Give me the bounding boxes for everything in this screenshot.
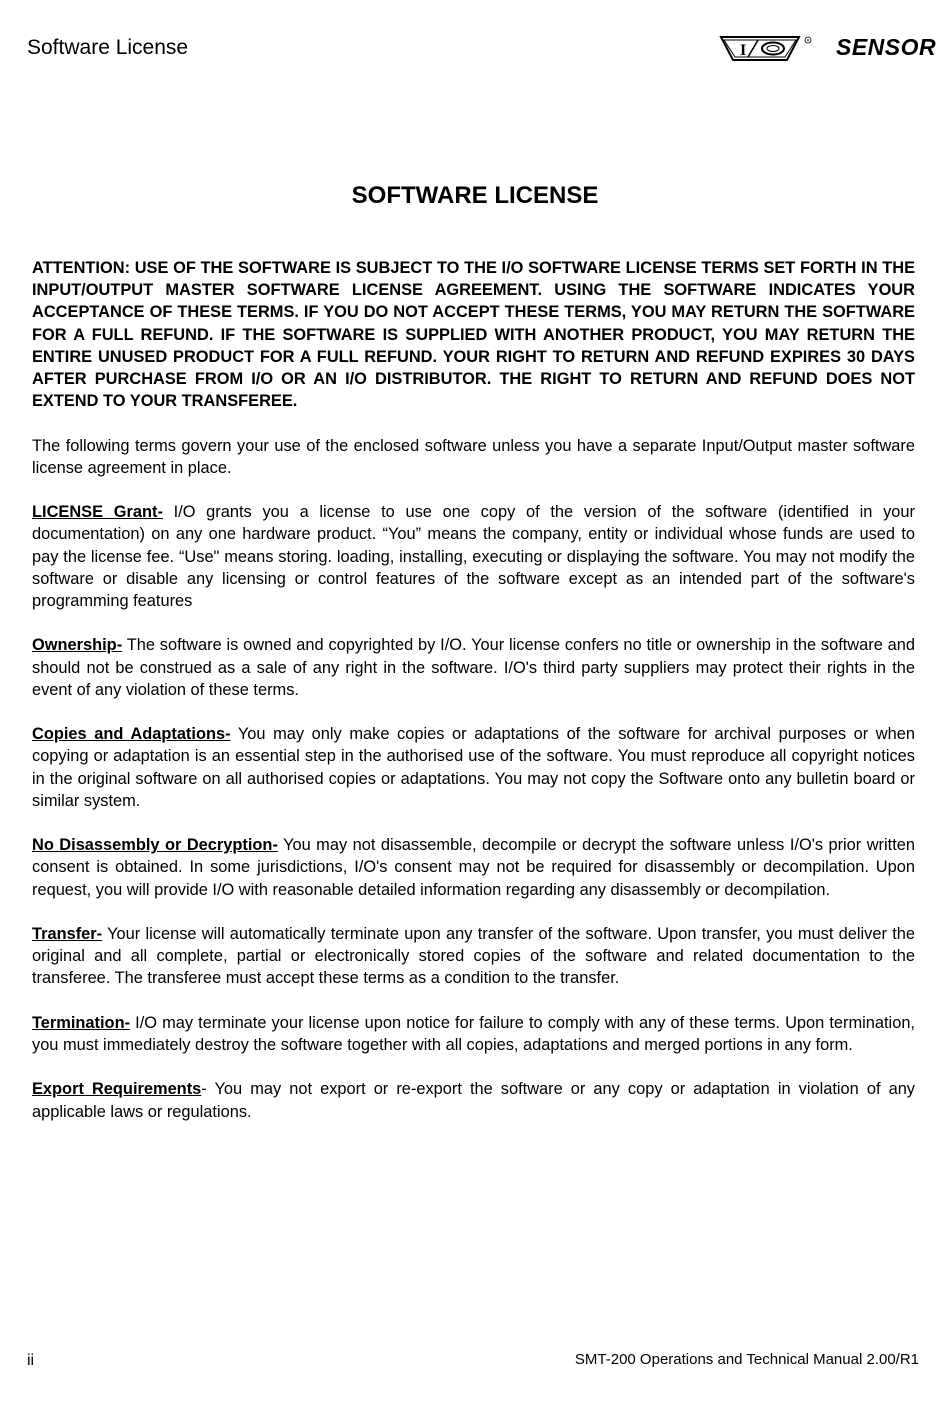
attention-paragraph: ATTENTION: USE OF THE SOFTWARE IS SUBJECT TO THE I/O SOFTWARE LICENSE TERMS SET FORTH IN THE INPUT/OUTPUT MASTER SOFTWARE LICENSE AGREEMENT. USING THE SOFTWARE INDICATES YOUR ACCEPTANCE OF THESE TERMS. IF YOU DO NOT ACCEPT THESE TERMS, YOU MAY RETURN THE SOFTWARE FOR A FULL REFUND. IF THE SOFTWARE IS SUPPLIED WITH ANOTHER PRODUCT, YOU MAY RETURN THE ENTIRE UNUSED PRODUCT FOR A FULL REFUND. YOUR RIGHT TO RETURN AND REFUND EXPIRES 30 DAYS AFTER PURCHASE FROM I/O OR AN I/O DISTRIBUTOR. THE RIGHT TO RETURN AND REFUND DOES NOT EXTEND TO YOUR TRANSFEREE. (32, 259, 915, 411)
section-term: Export Requirements (32, 1080, 202, 1099)
logo-text: SENSOR (836, 34, 937, 60)
section-copies-adaptations (32, 723, 915, 812)
section-text: I/O grants you a license to use one copy of the version of the software (identified in your documentation) on any one hardware product. “You” means the company, entity or individual whose funds are used to pay the license fee. “Use" means storing. loading, installing, executing or displaying the software. You may not modify the software or disable any licensing or control features of the software except as an intended part of the software's programming features (32, 503, 915, 611)
section-export-requirements (32, 1078, 915, 1122)
section-term: Ownership- (32, 636, 123, 655)
document-title: SOFTWARE LICENSE (351, 182, 599, 209)
svg-text:I: I (740, 42, 747, 59)
section-text: You may only make copies or adaptations of the software for archival purposes or when copying or adaptation is an essential step in the authorised use of the software. You must reproduce all copyright notices in the original software on all authorised copies or adaptations. You may not copy the Software onto any bulletin board or similar system. (32, 725, 915, 810)
section-text: - You may not export or re-export the software or any copy or adaptation in violation of any applicable laws or regulations. (32, 1080, 916, 1121)
section-no-disassembly (32, 834, 915, 901)
section-license-grant (32, 501, 915, 612)
company-logo (718, 33, 948, 65)
io-logo-icon (718, 33, 818, 65)
svg-text:R: R (806, 37, 810, 43)
section-text: The software is owned and copyrighted by I/O. Your license confers no title or ownership in the software and should not be construed as a sale of any right in the software. I/O's third party suppliers may protect their rights in the event of any violation of these terms. (32, 636, 915, 699)
section-text: Your license will automatically terminate upon any transfer of the software. Upon transfer, you must deliver the original and all complete, partial or electronically stored copies of the software and related documentation to the transferee. The transferee must accept these terms as a condition to the transfer. (32, 925, 915, 988)
section-text: You may not disassemble, decompile or decrypt the software unless I/O's prior written consent is obtained. In some jurisdictions, I/O's consent may not be required for disassembly or decompilation. Upon request, you will provide I/O with reasonable detailed information regarding any disassembly or decompilation. (32, 836, 915, 899)
header-title: Software License (27, 36, 189, 59)
section-transfer (32, 923, 915, 990)
document-body (32, 257, 915, 1145)
section-term: Termination- (32, 1013, 131, 1032)
section-term: Copies and Adaptations- (32, 725, 231, 744)
section-term: Transfer- (32, 925, 103, 943)
page-number: ii (27, 1352, 35, 1369)
section-term: LICENSE Grant- (32, 503, 163, 522)
section-termination (32, 1012, 915, 1056)
section-ownership (32, 634, 915, 701)
section-term: No Disassembly or Decryption- (32, 836, 278, 855)
section-text: I/O may terminate your license upon notice for failure to comply with any of these terms. Upon termination, you must immediately destroy the software together with all copies, adaptations and merged portions in any form. (32, 1013, 915, 1054)
manual-reference: SMT-200 Operations and Technical Manual 2.00/R1 (574, 1351, 919, 1368)
intro-paragraph: The following terms govern your use of the enclosed software unless you have a separate Input/Output master software license agreement in place. (32, 436, 915, 477)
